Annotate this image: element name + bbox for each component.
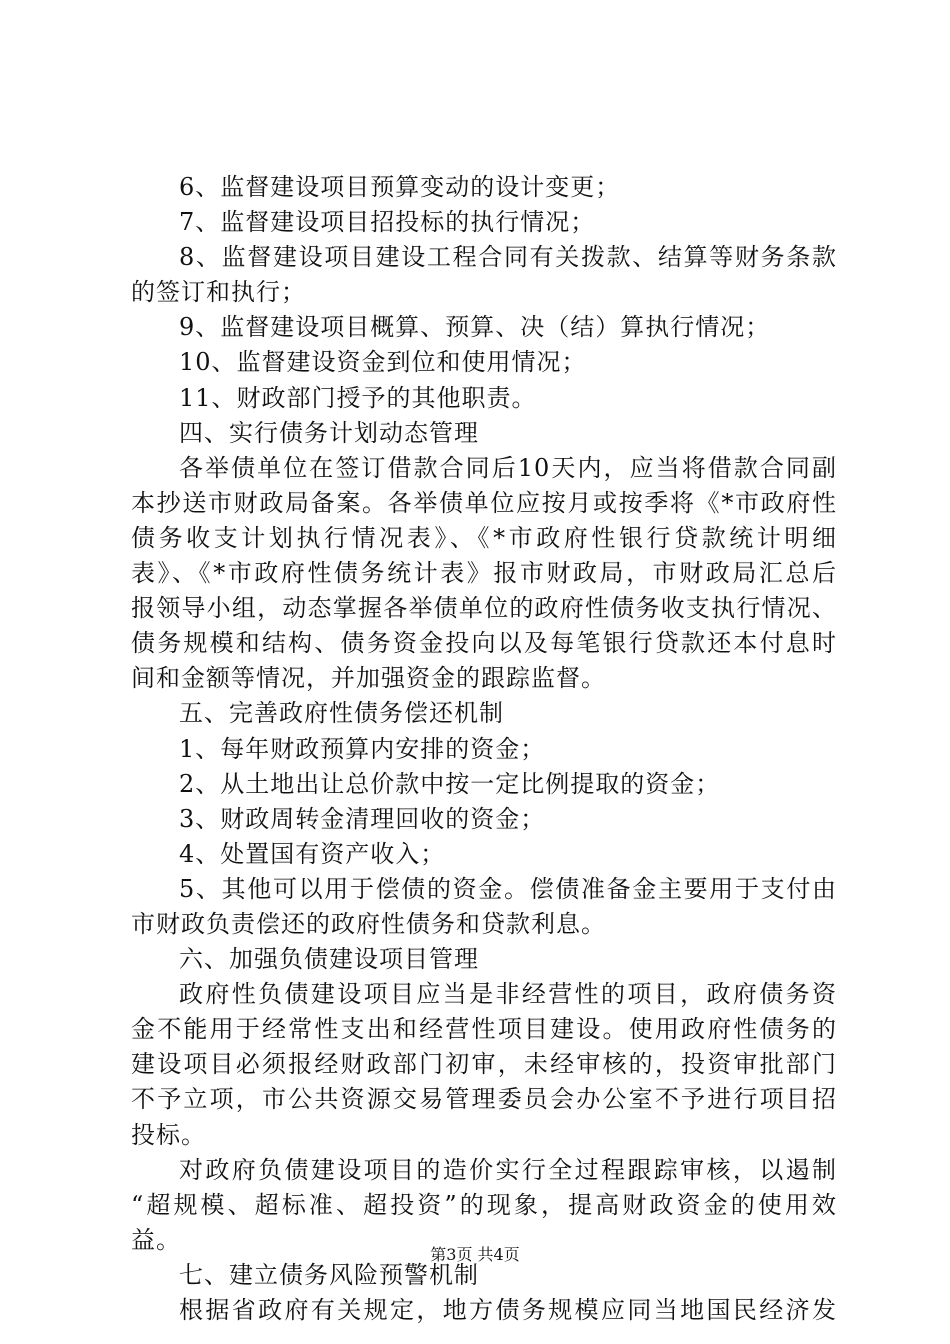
- text-line: 报领导小组，动态掌握各举债单位的政府性债务收支执行情况、: [131, 594, 837, 623]
- text-line: 七、建立债务风险预警机制: [179, 1260, 479, 1289]
- text-line: 10、监督建设资金到位和使用情况；: [179, 348, 587, 377]
- text-line: 金不能用于经常性支出和经营性项目建设。使用政府性债务的: [131, 1015, 837, 1044]
- text-line: 的签订和执行；: [131, 278, 306, 307]
- text-line: 四、实行债务计划动态管理: [179, 418, 479, 447]
- text-line: 益。: [131, 1225, 181, 1254]
- text-line: 表》、《*市政府性债务统计表》报市财政局，市财政局汇总后: [131, 559, 837, 588]
- document-body: [131, 170, 837, 1328]
- text-line: “超规模、超标准、超投资”的现象，提高财政资金的使用效: [131, 1190, 837, 1219]
- text-line: 对政府负债建设项目的造价实行全过程跟踪审核，以遏制: [179, 1155, 837, 1184]
- text-line: 8、监督建设项目建设工程合同有关拨款、结算等财务条款: [179, 243, 837, 272]
- text-line: 投标。: [131, 1120, 206, 1149]
- text-line: 五、完善政府性债务偿还机制: [179, 699, 504, 728]
- text-line: 6、监督建设项目预算变动的设计变更；: [179, 173, 621, 201]
- text-line: 市财政负责偿还的政府性债务和贷款利息。: [131, 909, 606, 938]
- text-line: 六、加强负债建设项目管理: [179, 945, 479, 974]
- text-line: 1、每年财政预算内安排的资金；: [179, 734, 546, 763]
- text-line: 3、财政周转金清理回收的资金；: [179, 804, 546, 833]
- text-line: 9、监督建设项目概算、预算、决（结）算执行情况；: [179, 313, 771, 342]
- text-line: 各举债单位在签订借款合同后10天内，应当将借款合同副: [179, 453, 837, 482]
- text-line: 7、监督建设项目招投标的执行情况；: [179, 208, 596, 237]
- text-line: 本抄送市财政局备案。各举债单位应按月或按季将《*市政府性: [131, 488, 837, 517]
- text-line: 债务规模和结构、债务资金投向以及每笔银行贷款还本付息时: [131, 629, 837, 658]
- text-line: 5、其他可以用于偿债的资金。偿债准备金主要用于支付由: [179, 874, 837, 903]
- text-line: 债务收支计划执行情况表》、《*市政府性银行贷款统计明细: [131, 523, 837, 552]
- text-line: 11、财政部门授予的其他职责。: [179, 383, 537, 412]
- text-line: 根据省政府有关规定，地方债务规模应同当地国民经济发: [179, 1296, 837, 1324]
- text-line: 间和金额等情况，并加强资金的跟踪监督。: [131, 664, 606, 693]
- text-line: 4、处置国有资产收入；: [179, 839, 446, 868]
- text-line: 政府性负债建设项目应当是非经营性的项目，政府债务资: [179, 980, 837, 1009]
- text-line: 2、从土地出让总价款中按一定比例提取的资金；: [179, 769, 721, 798]
- text-line: 建设项目必须报经财政部门初审，未经审核的，投资审批部门: [131, 1050, 837, 1079]
- page-footer: 第3页 共4页: [430, 1245, 520, 1264]
- text-line: 不予立项，市公共资源交易管理委员会办公室不予进行项目招: [131, 1085, 837, 1114]
